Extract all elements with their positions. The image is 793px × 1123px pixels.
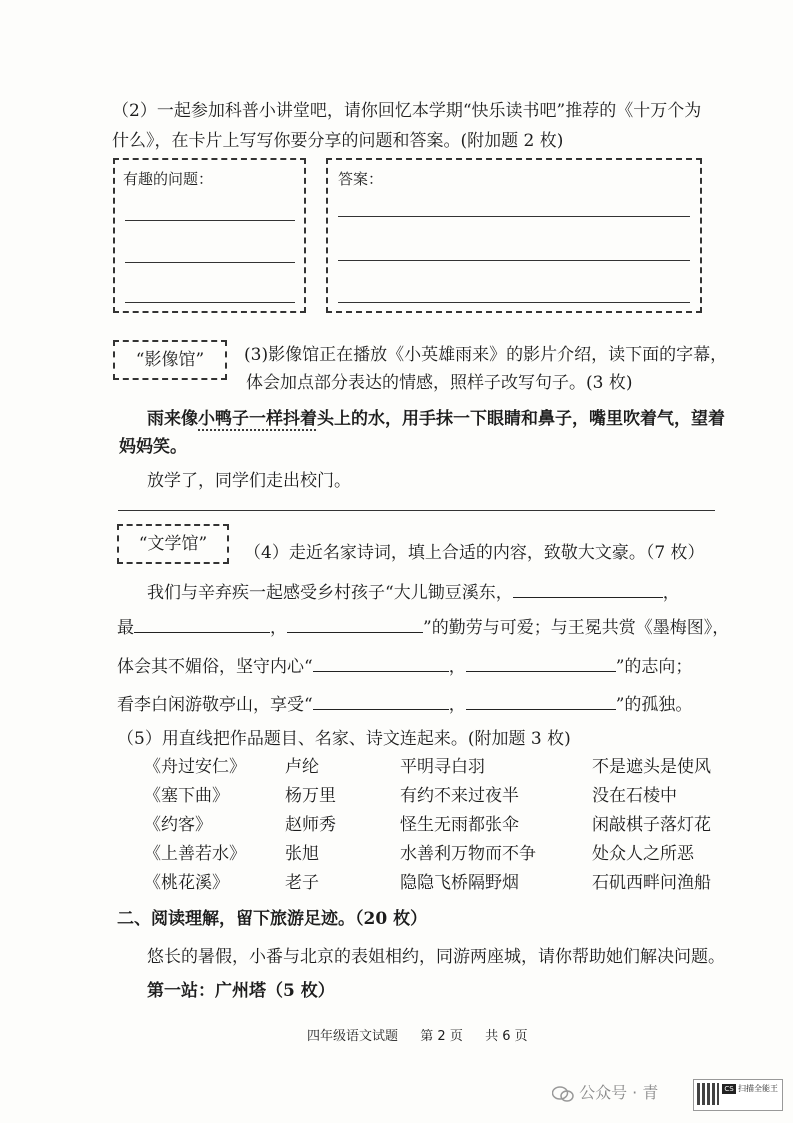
tag-cinema-hall: “影像馆” <box>113 340 227 380</box>
q3-example <box>147 404 725 429</box>
q4-line2: 最 ， ”的勤劳与可爱；与王冕共赏《墨梅图》， <box>117 618 730 638</box>
q3-prompt: 放学了，同学们走出校门。 <box>147 471 351 491</box>
blank-field[interactable] <box>466 695 616 710</box>
blank-field[interactable] <box>313 695 449 710</box>
section2-intro: 悠长的暑假，小番与北京的表姐相约，同游两座城，请你帮助她们解决问题。 <box>147 947 725 967</box>
answer-line[interactable] <box>338 260 690 261</box>
work-title[interactable]: 《桃花溪》 <box>144 873 229 893</box>
q4-title: （4）走近名家诗词，填上合适的内容，致敬大文豪。（7 枚） <box>244 543 705 563</box>
q3-example-line2: 妈妈笑。 <box>119 437 187 457</box>
watermark-account: 公众号 · 青 <box>579 1083 659 1102</box>
example-pre: 雨来像 <box>147 409 198 429</box>
poem-line[interactable]: 石矶西畔问渔船 <box>592 873 711 893</box>
poem-line[interactable]: 处众人之所恶 <box>592 844 694 864</box>
footer-exam: 四年级语文试题 <box>307 1029 399 1044</box>
scanner-label: 扫描全能王 <box>738 1084 778 1093</box>
poem-line[interactable]: 平明寻白羽 <box>400 757 485 777</box>
footer-page: 第 2 页 <box>420 1029 463 1044</box>
watermark <box>552 1080 658 1103</box>
author[interactable]: 张旭 <box>285 844 319 864</box>
work-title[interactable]: 《塞下曲》 <box>144 786 229 806</box>
q4-line3: 体会其不媚俗，坚守内心“ ， ”的志向； <box>117 657 693 677</box>
poem-line[interactable]: 闲敲棋子落灯花 <box>592 815 711 835</box>
poem-line[interactable]: 隐隐飞桥隔野烟 <box>400 873 519 893</box>
author[interactable]: 老子 <box>285 873 319 893</box>
card-question-label: 有趣的问题： <box>123 170 214 188</box>
q2-line2: 什么》，在卡片上写写你要分享的问题和答案。(附加题 2 枚) <box>112 131 564 151</box>
poem-line[interactable]: 没在石棱中 <box>592 786 677 806</box>
author[interactable]: 杨万里 <box>285 786 336 806</box>
card-answer-label: 答案： <box>338 170 384 188</box>
tag-literature-hall: “文学馆” <box>117 524 229 564</box>
qr-code-icon <box>697 1083 719 1105</box>
blank-field[interactable] <box>134 618 270 633</box>
poem-line[interactable]: 怪生无雨都张伞 <box>400 815 519 835</box>
blank-field[interactable] <box>313 657 449 672</box>
poem-line[interactable]: 有约不来过夜半 <box>400 786 519 806</box>
answer-card <box>326 158 702 313</box>
q4-line1: 我们与辛弃疾一起感受乡村孩子“大儿锄豆溪东， ， <box>147 583 680 603</box>
answer-line[interactable] <box>125 302 295 303</box>
section2-heading: 二、阅读理解，留下旅游足迹。（20 枚） <box>117 909 428 929</box>
q4-line4: 看李白闲游敬亭山，享受“ ， ”的孤独。 <box>117 695 693 715</box>
work-title[interactable]: 《上善若水》 <box>144 844 246 864</box>
answer-line[interactable] <box>338 302 690 303</box>
blank-field[interactable] <box>513 583 663 598</box>
q2-line1: （2）一起参加科普小讲堂吧，请你回忆本学期“快乐读书吧”推荐的《十万个为 <box>112 101 702 121</box>
q3-line2: 体会加点部分表达的情感，照样子改写句子。(3 枚) <box>246 373 633 393</box>
work-title[interactable]: 《约客》 <box>144 815 212 835</box>
answer-line[interactable] <box>125 220 295 221</box>
answer-line[interactable] <box>125 262 295 263</box>
q3-answer-line[interactable] <box>118 510 715 511</box>
footer-total: 共 6 页 <box>485 1029 528 1044</box>
section2-station: 第一站：广州塔（5 枚） <box>147 981 335 1001</box>
page-footer <box>307 1025 528 1044</box>
blank-field[interactable] <box>287 618 423 633</box>
wechat-icon <box>552 1086 574 1102</box>
example-post: 头上的水，用手抹一下眼睛和鼻子，嘴里吹着气，望着 <box>317 409 725 429</box>
work-title[interactable]: 《舟过安仁》 <box>144 757 246 777</box>
poem-line[interactable]: 水善利万物而不争 <box>400 844 536 864</box>
poem-line[interactable]: 不是遮头是使风 <box>592 757 711 777</box>
scanner-watermark <box>693 1079 783 1111</box>
question-card <box>113 158 306 313</box>
answer-line[interactable] <box>338 216 690 217</box>
cs-logo-icon: CS <box>722 1084 736 1094</box>
q5-title: （5）用直线把作品题目、名家、诗文连起来。(附加题 3 枚) <box>117 729 571 749</box>
author[interactable]: 赵师秀 <box>285 815 336 835</box>
example-dotted: 小鸭子一样抖着 <box>198 409 317 429</box>
q3-line1: (3)影像馆正在播放《小英雄雨来》的影片介绍，读下面的字幕， <box>244 345 728 365</box>
blank-field[interactable] <box>466 657 616 672</box>
author[interactable]: 卢纶 <box>285 757 319 777</box>
